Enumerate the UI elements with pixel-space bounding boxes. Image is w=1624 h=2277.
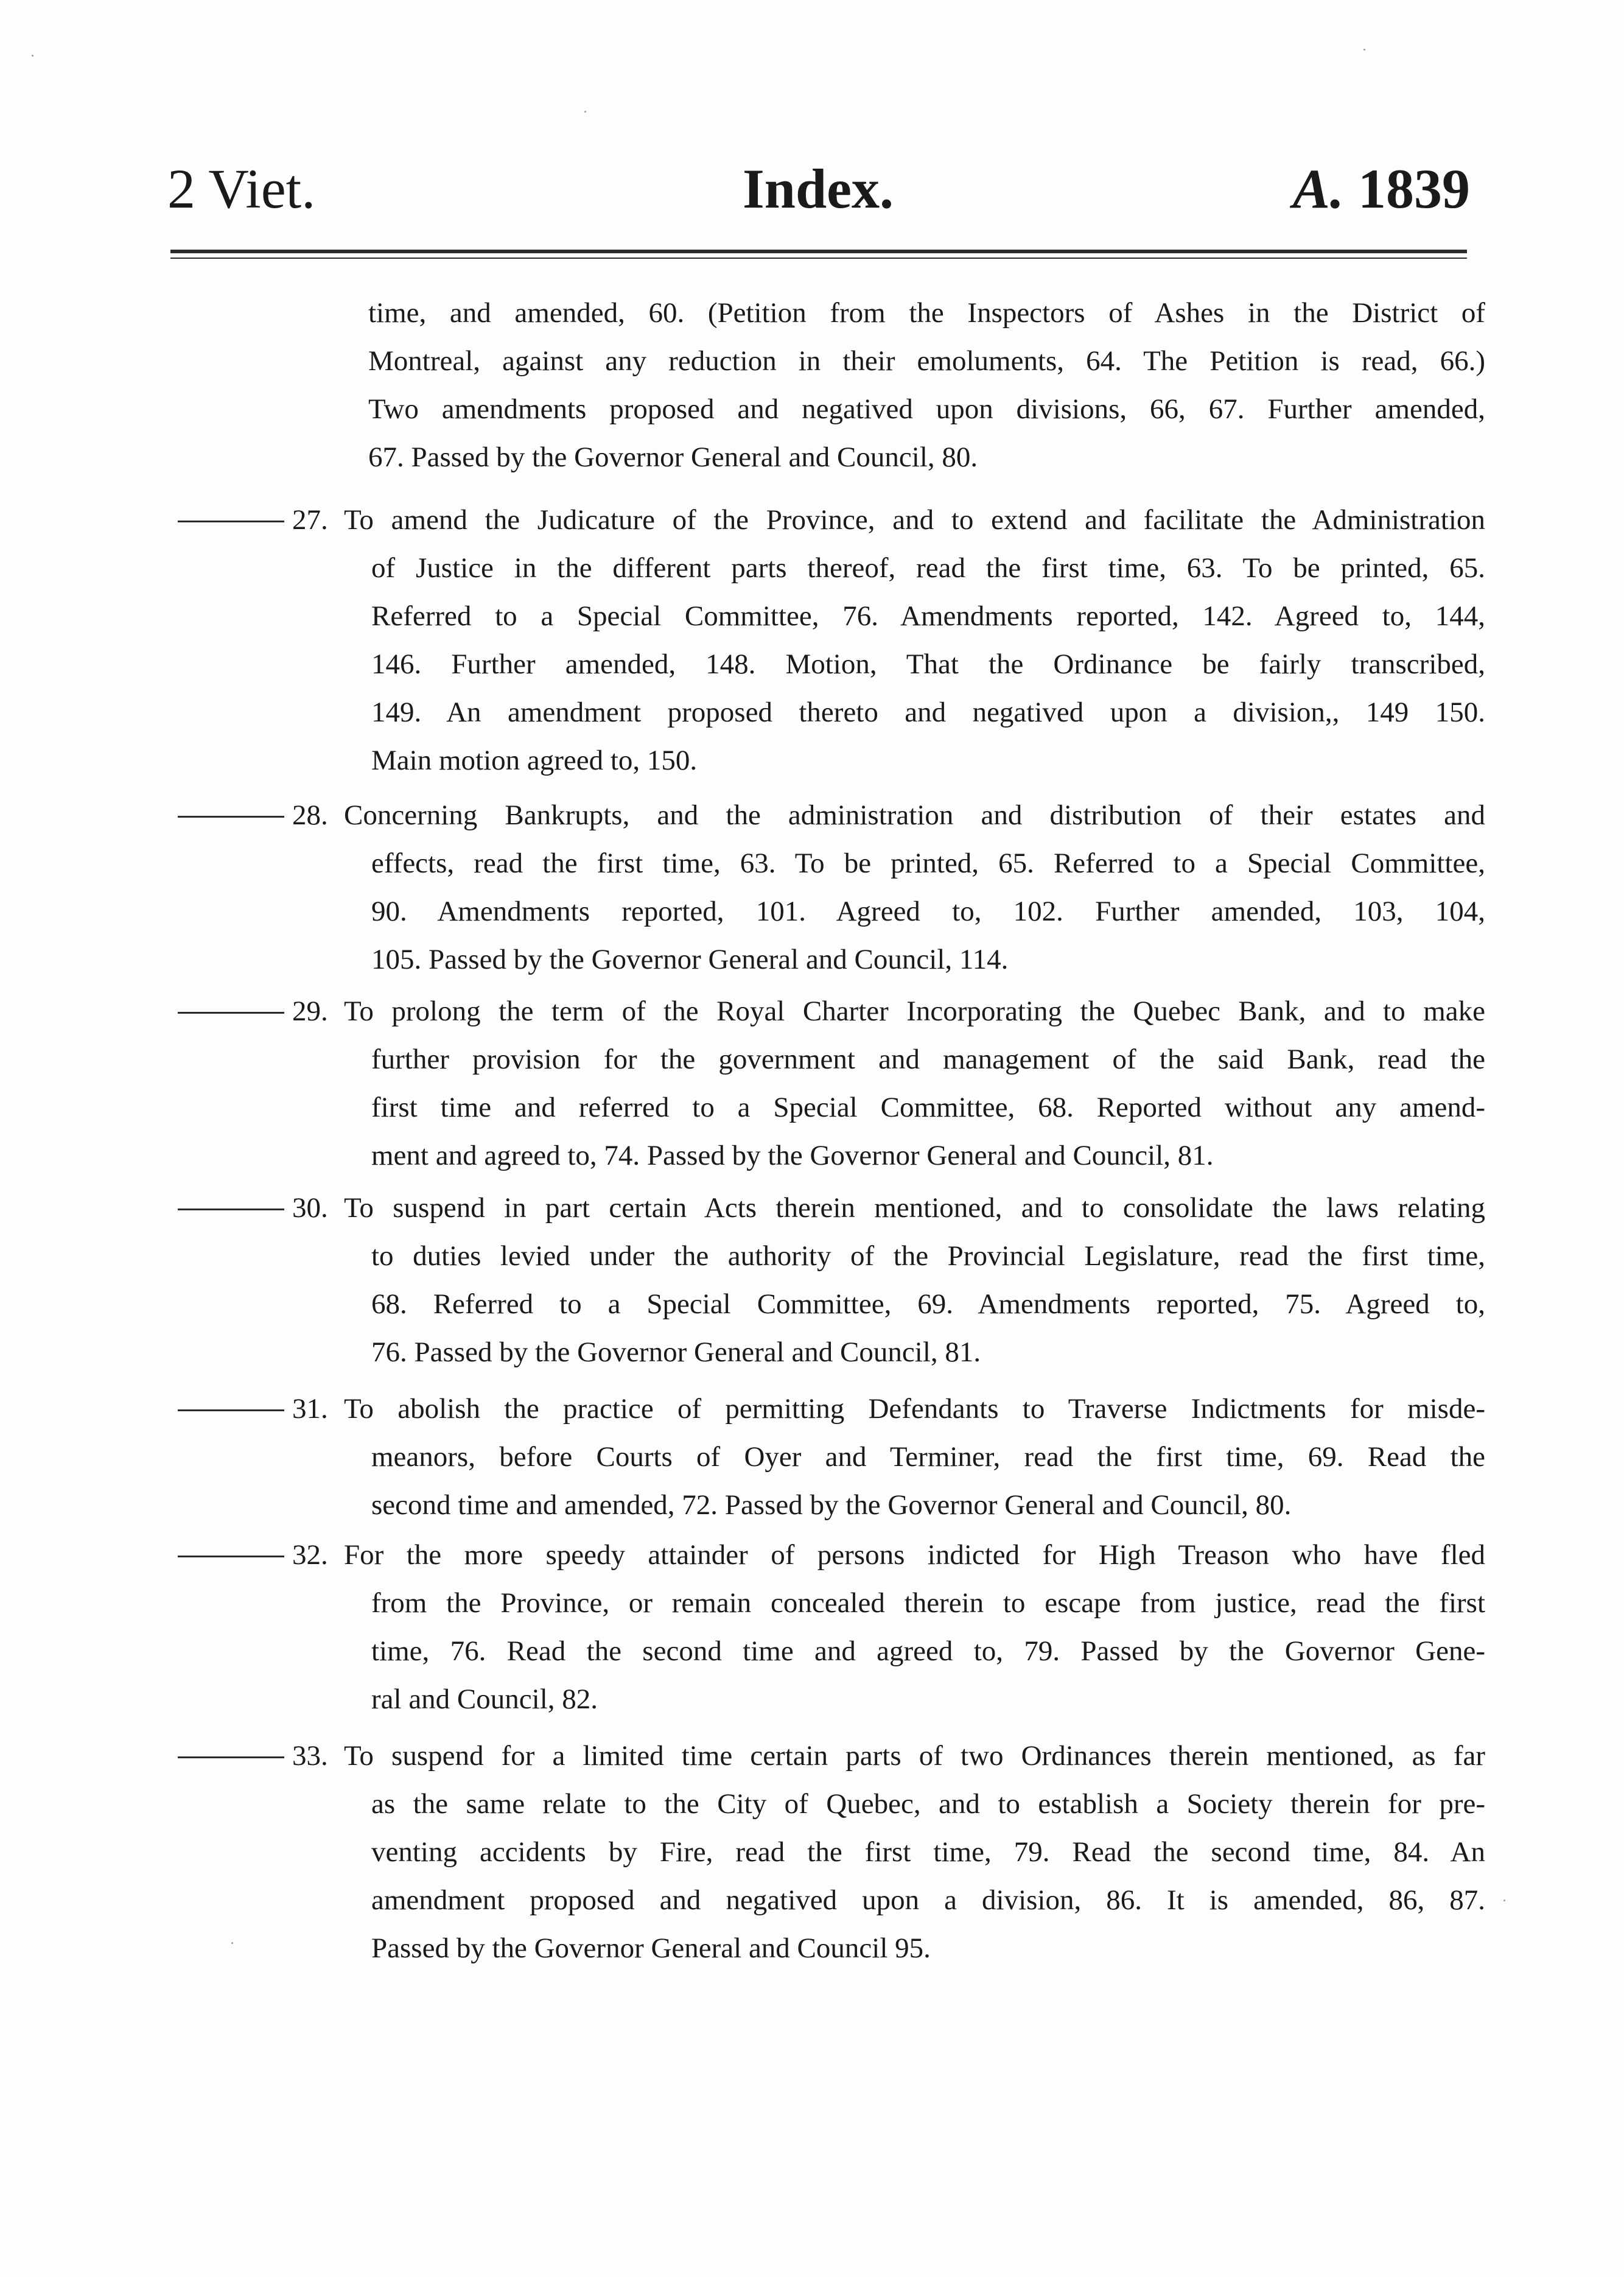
entry-line: 68. Referred to a Special Committee, 69. Amendments reported, 75. Agreed to,: [371, 1288, 1485, 1320]
entry-number: 28.: [292, 799, 328, 831]
entry-line: as the same relate to the City of Quebec, and to establish a Society therein for pre-: [371, 1788, 1485, 1820]
entry-line: 67. Passed by the Governor General and Council, 80.: [368, 441, 978, 473]
entry-line: 105. Passed by the Governor General and Council, 114.: [371, 944, 1009, 975]
entry-line: Two amendments proposed and negatived upon divisions, 66, 67. Further amended,: [368, 393, 1485, 425]
entry-line: time, 76. Read the second time and agreed to, 79. Passed by the Governor Gene-: [371, 1635, 1485, 1667]
entry-line: to duties levied under the authority of the Provincial Legislature, read the first time,: [371, 1240, 1485, 1272]
entry-28: [170, 791, 1485, 986]
entry-line: venting accidents by Fire, read the first time, 79. Read the second time, 84. An: [371, 1836, 1485, 1868]
header-title: Index.: [743, 158, 894, 220]
scan-speck: [584, 111, 586, 113]
header-anno-mark: A.: [1292, 158, 1344, 220]
entry-31: [170, 1385, 1485, 1531]
entry-32: [170, 1531, 1485, 1726]
entry-30: [170, 1184, 1485, 1379]
header-right-year: [1293, 155, 1470, 222]
entry-line: Referred to a Special Committee, 76. Amendments reported, 142. Agreed to, 144,: [371, 600, 1485, 632]
entry-number: 33.: [292, 1740, 328, 1772]
entry-27: [170, 496, 1485, 788]
header-year: 1839: [1358, 158, 1470, 220]
entry-line: of Justice in the different parts thereof, read the first time, 63. To be printed, 65.: [371, 552, 1485, 584]
entry-33: [170, 1732, 1485, 1976]
entry-line: first time and referred to a Special Committee, 68. Reported without any amend-: [371, 1092, 1485, 1123]
ditto-dash: [178, 1012, 284, 1014]
entry-line: Passed by the Governor General and Council 95.: [371, 1932, 931, 1964]
scan-speck: [1503, 1900, 1505, 1901]
entry-line: time, and amended, 60. (Petition from the Inspectors of Ashes in the District of: [368, 297, 1485, 329]
entry-number: 32.: [292, 1539, 328, 1571]
entry-line: Main motion agreed to, 150.: [371, 745, 698, 776]
entry-line: 76. Passed by the Governor General and Council, 81.: [371, 1336, 981, 1368]
entry-number: 31.: [292, 1393, 328, 1425]
entry-line: To suspend in part certain Acts therein mentioned, and to consolidate the laws relating: [344, 1192, 1485, 1224]
entry-line: To suspend for a limited time certain parts of two Ordinances therein mentioned, as far: [344, 1740, 1485, 1772]
ditto-dash: [178, 1409, 284, 1411]
entry-line: Montreal, against any reduction in their emoluments, 64. The Petition is read, 66.): [368, 345, 1485, 377]
entry-line: amendment proposed and negatived upon a division, 86. It is amended, 86, 87.: [371, 1884, 1485, 1916]
entry-line: second time and amended, 72. Passed by the Governor General and Council, 80.: [371, 1489, 1292, 1521]
entry-line: For the more speedy attainder of persons indicted for High Treason who have fled: [344, 1539, 1485, 1571]
entry-line: 146. Further amended, 148. Motion, That the Ordinance be fairly transcribed,: [371, 648, 1485, 680]
entry-line: ment and agreed to, 74. Passed by the Governor General and Council, 81.: [371, 1140, 1214, 1171]
entry-number: 30.: [292, 1192, 328, 1224]
ditto-dash: [178, 1756, 284, 1758]
entry-line: To prolong the term of the Royal Charter Incorporating the Quebec Bank, and to make: [344, 995, 1485, 1027]
entry-line: 90. Amendments reported, 101. Agreed to, 102. Further amended, 103, 104,: [371, 896, 1485, 927]
ditto-dash: [178, 1209, 284, 1210]
entry-line: ral and Council, 82.: [371, 1683, 598, 1715]
ditto-dash: [178, 521, 284, 522]
entry-29: [170, 988, 1485, 1182]
entry-line: meanors, before Courts of Oyer and Terminer, read the first time, 69. Read the: [371, 1441, 1485, 1473]
entry-line: from the Province, or remain concealed therein to escape from justice, read the first: [371, 1587, 1485, 1619]
scan-speck: [1363, 49, 1365, 51]
entry-line: further provision for the government and management of the said Bank, read the: [371, 1044, 1485, 1075]
entry-line: effects, read the first time, 63. To be printed, 65. Referred to a Special Committee,: [371, 847, 1485, 879]
header-rule-thin: [170, 258, 1467, 259]
scan-speck: [32, 55, 33, 57]
entry-line: To amend the Judicature of the Province, and to extend and facilitate the Administration: [344, 504, 1485, 536]
entry-number: 29.: [292, 995, 328, 1027]
entry-continuation: [170, 289, 1485, 484]
entry-line: Concerning Bankrupts, and the administration and distribution of their estates and: [344, 799, 1485, 831]
page-header: [167, 155, 1470, 222]
header-left-regnal-year: 2 Viet.: [167, 158, 316, 220]
header-rule-thick: [170, 250, 1467, 253]
scan-speck: [231, 1942, 233, 1944]
ditto-dash: [178, 1556, 284, 1557]
entry-line: To abolish the practice of permitting Defendants to Traverse Indictments for misde-: [344, 1393, 1485, 1425]
entry-number: 27.: [292, 504, 328, 536]
entry-line: 149. An amendment proposed thereto and negatived upon a division,, 149 150.: [371, 696, 1485, 728]
ditto-dash: [178, 816, 284, 818]
